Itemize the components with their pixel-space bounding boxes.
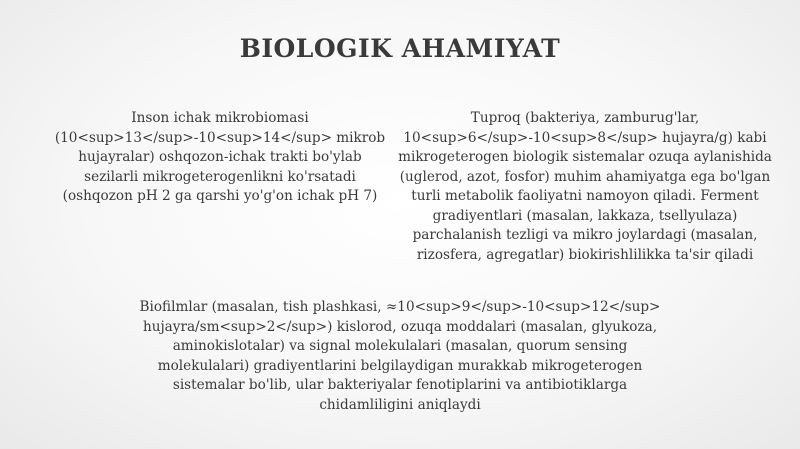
- left-paragraph: Inson ichak mikrobiomasi (10<sup>13</sup>-10<sup>14</sup> mikrob hujayralar) oshqozon-ichak trakti bo'ylab sezilarli mikrogeterogenlikni ko'rsatadi (oshqozon pH 2 ga qarshi yo'g'on ichak pH 7): [54, 110, 386, 204]
- right-paragraph: Tuproq (bakteriya, zamburug'lar, 10<sup>6</sup>-10<sup>8</sup> hujayra/g) kabi mikrogeterogen biologik sistemalar ozuqa aylanishida (uglerod, azot, fosfor) muhim ahamiyatga ega bo'lgan turli metabolik faoliyatni namoyon qiladi. Ferment gradiyentlari (masalan, lakkaza, tsellyulaza) parchalanish tezligi va mikro joylardagi (masalan, rizosfera, agregatlar) biokirishlilikka ta'sir qiladi: [398, 110, 772, 263]
- slide-title: BIOLOGIK AHAMIYAT: [239, 34, 561, 63]
- bottom-paragraph: Biofilmlar (masalan, tish plashkasi, ≈10<sup>9</sup>-10<sup>12</sup> hujayra/sm<sup>2</sup>) kislorod, ozuqa moddalari (masalan, glyukoza, aminokislotalar) va signal molekulalari (masalan, quorum sensing molekulalari) gradiyentlarini belgilaydigan murakkab mikrogeterogen sistemalar bo'lib, ular bakteriyalar fenotiplarini va antibiotiklarga chidamliligini aniqlaydi: [139, 299, 661, 413]
